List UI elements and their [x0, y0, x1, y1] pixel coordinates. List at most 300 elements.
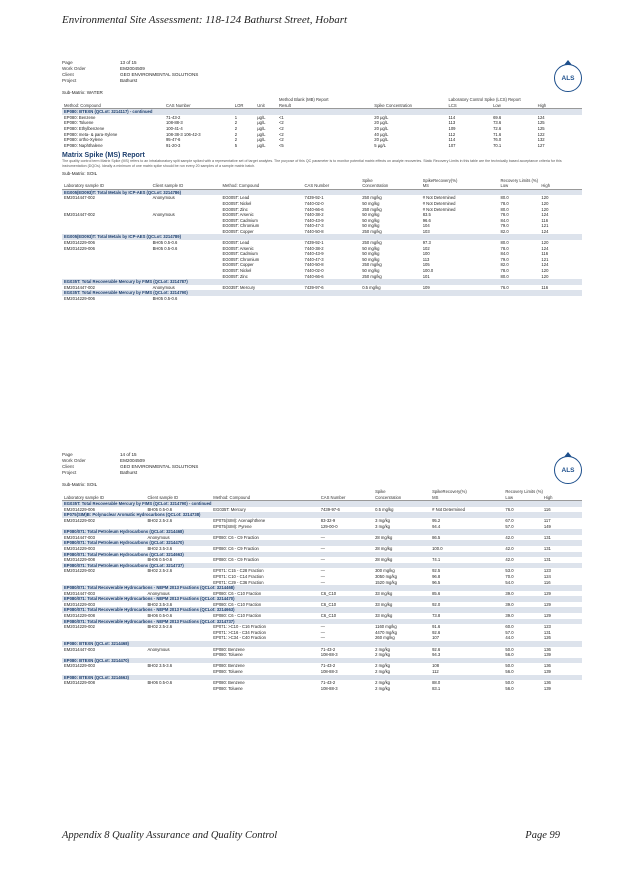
table-cell: EG035T: Mercury: [213, 506, 246, 512]
table-cell: 28 mg/kg: [375, 545, 393, 551]
table-cell: 7440-38-2: [304, 245, 324, 251]
table-cell: 83.5: [422, 212, 431, 218]
table-cell: 123: [543, 624, 551, 630]
section-title: EG035T: Total Recoverable Mercury by FIMS (QCLot: 3214790) - continued: [62, 501, 582, 507]
table-cell: 73.8: [432, 613, 441, 619]
table-cell: EM2014447-003: [64, 590, 95, 596]
table-cell: 107: [448, 142, 456, 148]
table-cell: 100: [422, 251, 430, 257]
table-cell: 50 mg/kg: [362, 212, 380, 218]
table-cell: 3 mg/kg: [375, 517, 390, 523]
table-cell: [499, 296, 540, 302]
meta-value: 13 of 15: [120, 60, 137, 65]
report-page-14: [62, 452, 582, 691]
table-cell: 44.0: [505, 635, 514, 641]
column-header: Low: [491, 103, 536, 109]
table-cell: 129: [543, 613, 551, 619]
table-cell: 108-88-3: [320, 685, 338, 691]
table-cell: EP071: C29 - C36 Fraction: [213, 579, 264, 585]
table-cell: 82.0: [500, 228, 509, 234]
table-cell: 76.0: [493, 137, 502, 143]
table-cell: 2 mg/kg: [375, 685, 390, 691]
table-cell: EP080: Benzene: [64, 114, 96, 120]
section-title: EG005(ED093)T: Total Metals by ICP-AES (QCLot: 3214789): [62, 234, 582, 240]
table-cell: EP080: Benzene: [213, 663, 245, 669]
table-cell: —: [320, 534, 325, 540]
ms-submatrix: Sub-Matrix: SOIL: [62, 170, 98, 176]
table-cell: 78.0: [500, 245, 509, 251]
section-title: EP080/071: Total Petroleum Hydrocarbons (QCLot: 3214470): [62, 540, 582, 546]
table-cell: 70.1: [493, 142, 502, 148]
table-cell: 123: [543, 568, 551, 574]
table-cell: 7440-66-6: [304, 273, 324, 279]
ms-report-title: Matrix Spike (MS) Report: [62, 152, 145, 160]
meta-value: EM2004509: [120, 66, 145, 71]
table-cell: C6_C10: [320, 590, 337, 596]
table-cell: 7440-43-9: [304, 217, 324, 223]
table-cell: 112: [432, 669, 439, 674]
column-header: Concentration: [373, 495, 430, 501]
table-cell: <2: [278, 120, 284, 126]
table-cell: —: [320, 545, 325, 551]
table-cell: 94.4: [432, 523, 441, 529]
column-header: Method: Compound: [220, 183, 302, 189]
table-cell: 108-88-3: [320, 669, 338, 674]
group-header: SpikeRecovery(%): [422, 177, 458, 183]
column-header: CAS Number: [164, 103, 233, 109]
table-cell: 71-43-2: [320, 646, 336, 652]
table-cell: 20 µg/L: [374, 120, 389, 126]
group-header: Spike: [375, 489, 386, 494]
footer-appendix: Appendix 8 Quality Assurance and Quality Control: [62, 830, 278, 841]
table-cell: 124: [541, 245, 549, 251]
table-cell: 78.0: [500, 200, 509, 206]
table-cell: EP080: Ethylbenzene: [64, 125, 105, 131]
table-cell: 132: [537, 137, 545, 143]
table-cell: 50 mg/kg: [362, 217, 380, 223]
table-cell: —: [320, 624, 325, 630]
table-cell: 2: [234, 131, 238, 137]
table-cell: EP075(SIM): Pyrene: [213, 523, 252, 529]
table-cell: 42.0: [505, 545, 514, 551]
table-cell: EP080: C6 - C9 Fraction: [213, 534, 259, 540]
table-cell: 80.0: [500, 206, 509, 212]
table-cell: 120: [541, 273, 549, 279]
table-cell: —: [320, 568, 325, 574]
table-cell: 149: [543, 523, 551, 529]
table-cell: [360, 296, 421, 302]
table-cell: EP080: C6 - C10 Fraction: [213, 601, 262, 607]
column-header: Method: Compound: [62, 103, 164, 109]
group-header: Method Blank (MB) Report: [278, 97, 329, 102]
table-cell: EP080: C6 - C10 Fraction: [213, 613, 262, 619]
table-cell: C6_C10: [320, 601, 337, 607]
table-cell: 120: [541, 240, 549, 246]
meta-value: EM2004509: [120, 458, 145, 463]
table-cell: 91-20-3: [165, 142, 181, 148]
table-cell: 0.5 mg/kg: [362, 284, 381, 290]
section-title: EP080/071: Total Recoverable Hydrocarbons - NEPM 2013 Fractions (QCLot: 3214470): [62, 596, 582, 602]
table-cell: 112: [448, 131, 456, 137]
column-header: High: [539, 183, 582, 189]
table-cell: 71-43-2: [320, 663, 336, 669]
table-cell: 50 mg/kg: [362, 245, 380, 251]
table-cell: 107: [432, 635, 440, 641]
table-cell: EM2014229-002: [64, 624, 95, 630]
table-cell: 124: [541, 212, 549, 218]
als-logo: ALS: [554, 456, 582, 484]
meta-label: Project: [62, 470, 77, 475]
table-cell: EM2014229-002: [64, 517, 95, 523]
meta-label: Work Order: [62, 458, 86, 463]
table-cell: 129: [543, 601, 551, 607]
table-cell: Anonymous: [152, 284, 175, 290]
ms-table-page1: [62, 178, 582, 302]
table-cell: 72.6: [493, 125, 502, 131]
group-header: Spike: [362, 177, 373, 183]
table-cell: 56.0: [505, 652, 514, 658]
table-cell: EG035T: Mercury: [222, 284, 256, 290]
column-header: Spike Concentration: [372, 103, 446, 109]
table-cell: 120: [541, 206, 549, 212]
table-cell: 20 µg/L: [374, 137, 389, 143]
table-cell: 113: [422, 256, 430, 262]
table-cell: EG005T: Lead: [222, 240, 250, 246]
table-cell: BH02 2.5-2.6: [147, 624, 173, 630]
table-cell: 76.0: [500, 284, 509, 290]
table-cell: 92.6: [432, 629, 441, 635]
column-header: Laboratory sample ID: [62, 183, 151, 189]
table-cell: 250 mg/kg: [362, 228, 382, 234]
table-cell: 83-32-9: [320, 517, 336, 523]
table-cell: 70.0: [505, 573, 514, 579]
table-cell: 56.0: [505, 669, 514, 674]
table-cell: <2: [278, 131, 284, 137]
table-cell: EP071: >C16 - C34 Fraction: [213, 629, 266, 635]
page1-meta: [62, 60, 582, 84]
column-header: Result: [277, 103, 372, 109]
column-header: Low: [499, 183, 540, 189]
table-cell: 2 mg/kg: [375, 680, 390, 686]
section-title: EP080: BTEXN (QCLot: 3214470): [62, 658, 582, 664]
table-cell: —: [320, 573, 325, 579]
table-cell: 88.0: [432, 680, 441, 686]
table-cell: 95.2: [432, 517, 441, 523]
table-cell: 76.0: [505, 506, 514, 512]
table-cell: EG005T: Copper: [222, 262, 254, 268]
table-cell: 28 mg/kg: [375, 534, 393, 540]
table-cell: [421, 296, 499, 302]
table-cell: 56.0: [505, 685, 514, 691]
meta-value: Bathurst: [120, 470, 138, 475]
meta-value: Bathurst: [120, 78, 138, 83]
table-row: [62, 686, 582, 692]
table-cell: EP071: C15 - C28 Fraction: [213, 568, 264, 574]
meta-label: Page: [62, 60, 73, 65]
table-cell: 39.0: [505, 601, 514, 607]
table-cell: 250 mg/kg: [362, 240, 382, 246]
table-cell: BH05 0.5-0.6: [152, 296, 178, 301]
table-cell: EM2014447-002: [64, 212, 95, 218]
table-cell: 105: [422, 262, 430, 268]
table-cell: 3 mg/kg: [375, 523, 390, 529]
column-header: CAS Number: [303, 183, 361, 189]
table-cell: 7440-50-8: [304, 262, 324, 268]
ms-table-page2: [62, 489, 582, 691]
table-cell: EG005T: Arsenic: [222, 212, 254, 218]
table-cell: 125: [537, 125, 545, 131]
table-cell: 101: [422, 273, 430, 279]
table-cell: 2 mg/kg: [375, 652, 390, 658]
table-cell: 71-43-2: [320, 680, 336, 686]
table-cell: EM2014229-006: [64, 506, 95, 512]
table-cell: 4470 mg/kg: [375, 629, 397, 635]
table-cell: EP071: >C34 - C40 Fraction: [213, 635, 266, 641]
table-cell: <1: [278, 114, 284, 120]
table-cell: 50.0: [505, 663, 514, 669]
table-cell: # Not Determined: [422, 200, 456, 206]
column-header: LCS: [446, 103, 491, 109]
table-cell: 260 mg/kg: [375, 635, 395, 641]
table-cell: 100-41-4: [165, 125, 183, 131]
table-cell: 300 mg/kg: [375, 568, 395, 574]
table-cell: 108-38-3 106-42-3: [165, 131, 201, 137]
table-cell: 20 µg/L: [374, 114, 389, 120]
table-cell: 7440-02-0: [304, 200, 324, 206]
table-cell: [303, 296, 361, 302]
table-cell: EP080: Toluene: [64, 120, 94, 126]
page2-submatrix: Sub-Matrix: SOIL: [62, 482, 98, 487]
table-cell: 122: [537, 131, 545, 137]
table-cell: 102: [422, 245, 430, 251]
column-header: CAS Number: [319, 495, 373, 501]
table-cell: 5: [234, 142, 238, 148]
table-cell: EP071: C10 - C14 Fraction: [213, 573, 264, 579]
section-title: EP080/071: Total Recoverable Hydrocarbons - NEPM 2013 Fractions (QCLot: 3214468): [62, 585, 582, 591]
table-cell: [220, 296, 302, 302]
table-cell: BH02 2.5-2.6: [147, 568, 173, 574]
column-header: High: [542, 495, 582, 501]
table-cell: 95-47-6: [165, 137, 181, 143]
table-cell: EP075(SIM): Acenaphthene: [213, 517, 266, 523]
table-cell: 80.0: [500, 195, 509, 201]
table-cell: 250 mg/kg: [362, 262, 382, 268]
table-cell: —: [320, 579, 325, 585]
table-cell: 104: [422, 223, 430, 229]
table-cell: Anonymous: [152, 195, 175, 201]
table-cell: 84.0: [500, 217, 509, 223]
section-title: EP080: BTEXN (QCLot: 3214663): [62, 675, 582, 681]
table-cell: 124: [541, 228, 549, 234]
table-cell: 108: [432, 663, 440, 669]
table-cell: 108-88-3: [320, 652, 338, 658]
table-cell: EP080: C6 - C10 Fraction: [213, 590, 262, 596]
table-cell: EM2014229-003: [64, 601, 95, 607]
table-cell: 50 mg/kg: [362, 223, 380, 229]
table-cell: 33 mg/kg: [375, 601, 393, 607]
table-cell: 7440-47-3: [304, 223, 324, 229]
table-cell: BH05 0.5-0.6: [147, 506, 173, 512]
table-cell: 57.0: [505, 523, 514, 529]
table-cell: 79.0: [500, 223, 509, 229]
table-cell: # Not Determined: [422, 206, 456, 212]
table-cell: µg/L: [257, 142, 266, 148]
table-row: [62, 296, 582, 302]
meta-label: Client: [62, 72, 74, 77]
section-title: EG035T: Total Recoverable Mercury by FIMS (QCLot: 3214790): [62, 290, 582, 296]
section-title: EP080/071: Total Petroleum Hydrocarbons (QCLot: 3214468): [62, 529, 582, 535]
table-cell: BH06 0.5-0.6: [147, 680, 173, 686]
table-cell: 50 mg/kg: [362, 200, 380, 206]
meta-row: [62, 78, 582, 84]
table-cell: 7440-43-9: [304, 251, 324, 257]
table-cell: 39.0: [505, 590, 514, 596]
table-cell: 73.6: [493, 120, 502, 126]
table-cell: µg/L: [257, 125, 266, 131]
table-cell: Anonymous: [147, 590, 170, 596]
table-cell: µg/L: [257, 137, 266, 143]
lcs-table: [62, 97, 582, 148]
table-cell: 42.0: [505, 557, 514, 563]
table-cell: µg/L: [257, 131, 266, 137]
section-title: EP075(SIM)B: Polynuclear Aromatic Hydrocarbons (QCLot: 3214738): [62, 512, 582, 518]
table-cell: 116: [543, 506, 551, 512]
table-cell: 100.0: [422, 268, 434, 274]
table-cell: EG005T: Nickel: [222, 268, 252, 274]
table-cell: 96.6: [422, 217, 431, 223]
table-cell: EM2014447-003: [64, 646, 95, 652]
table-cell: EM2014229-003: [64, 663, 95, 669]
table-cell: —: [320, 635, 325, 641]
table-cell: 50 mg/kg: [362, 256, 380, 262]
table-cell: 116: [541, 284, 549, 290]
table-cell: 92.0: [432, 601, 441, 607]
table-cell: # Not Determined: [422, 195, 456, 201]
table-cell: Anonymous: [147, 646, 170, 652]
footer-page-number: Page 99: [525, 830, 560, 841]
table-cell: Anonymous: [147, 534, 170, 540]
table-cell: 3050 mg/kg: [375, 573, 397, 579]
table-cell: EG005T: Arsenic: [222, 245, 254, 251]
table-cell: 121: [541, 256, 549, 262]
table-cell: 120: [541, 195, 549, 201]
table-cell: <2: [278, 125, 284, 131]
table-cell: 131: [543, 534, 551, 540]
table-cell: C6_C10: [320, 613, 337, 619]
ms-report-description: The quality control term Matrix Spike (MS) refers to an intralaboratory split sample spiked with a representative set of target analytes. The purpose of this QC parameter is to monitor potential matrix effects on analyte recoveries. Static Recovery Limits in this table are the technically based acceptance criteria for this instrumentation (DQOs). Ideally a minimum of one matrix spike should be run every 20 samples of a sample matrix batch.: [62, 159, 562, 168]
table-cell: EP080: Toluene: [213, 685, 243, 691]
table-cell: 50 mg/kg: [362, 251, 380, 257]
group-header: Laboratory Control Spike (LCS) Report: [448, 97, 521, 102]
table-cell: EM2014229-008: [64, 680, 95, 686]
table-cell: 33 mg/kg: [375, 590, 393, 596]
table-cell: 7440-38-2: [304, 212, 324, 218]
table-cell: EM2014229-006: [64, 240, 95, 246]
table-cell: 71-43-2: [165, 114, 181, 120]
table-cell: EP080: Toluene: [213, 652, 243, 658]
table-cell: —: [320, 629, 325, 635]
section-title: EP080: BTEXN (QCLot: 3214117) - continued: [62, 109, 582, 115]
table-cell: 109: [448, 125, 456, 131]
meta-value: GEO ENVIRONMENTAL SOLUTIONS: [120, 464, 199, 469]
table-cell: EG005T: Zinc: [222, 206, 248, 212]
table-cell: EP080: Naphthalene: [64, 142, 103, 148]
table-cell: 74.1: [432, 557, 441, 563]
table-cell: 60.0: [505, 624, 514, 630]
table-cell: 2 mg/kg: [375, 646, 390, 652]
table-cell: 103: [422, 228, 430, 234]
table-cell: 39.0: [505, 613, 514, 619]
table-cell: EG005T: Nickel: [222, 200, 252, 206]
group-header: Recovery Limits (%): [500, 177, 538, 183]
column-header: Method: Compound: [211, 495, 319, 501]
table-cell: 250 mg/kg: [362, 195, 382, 201]
table-cell: 69.6: [493, 114, 502, 120]
table-cell: µg/L: [257, 120, 266, 126]
meta-label: Work Order: [62, 66, 86, 71]
column-header: Client sample ID: [145, 495, 211, 501]
section-title: EP080/071: Total Petroleum Hydrocarbons (QCLot: 3214737): [62, 563, 582, 569]
table-cell: EG005T: Chromium: [222, 223, 260, 229]
table-cell: 96.5: [432, 579, 441, 585]
table-cell: 129-00-0: [320, 523, 338, 529]
table-cell: 2 mg/kg: [375, 663, 390, 669]
table-cell: EM2014229-008: [64, 613, 95, 619]
column-header: MS: [421, 183, 499, 189]
meta-value: 14 of 15: [120, 452, 137, 457]
page2-meta: [62, 452, 582, 476]
table-cell: 109: [422, 284, 430, 290]
table-cell: 126: [543, 635, 551, 641]
table-cell: 40 µg/L: [374, 131, 389, 137]
table-cell: 116: [541, 251, 549, 257]
column-header: MS: [430, 495, 503, 501]
table-cell: 82.0: [500, 262, 509, 268]
column-header: Unit: [255, 103, 277, 109]
table-cell: 92.6: [432, 646, 441, 652]
table-cell: EM2014229-002: [64, 568, 95, 574]
table-cell: 42.0: [505, 534, 514, 540]
table-cell: EP071: >C10 - C16 Fraction: [213, 624, 266, 630]
table-cell: 94.3: [432, 652, 441, 658]
meta-label: Client: [62, 464, 74, 469]
table-cell: 50.0: [505, 680, 514, 686]
table-cell: 97.3: [422, 240, 431, 246]
table-cell: 7439-97-6: [304, 284, 324, 290]
meta-label: Project: [62, 78, 77, 83]
table-cell: EG005T: Cadmium: [222, 251, 258, 257]
table-cell: BH05 0.5-0.6: [152, 245, 178, 251]
table-cell: 7439-92-1: [304, 195, 324, 201]
report-page-13: [62, 60, 582, 302]
table-cell: 2 mg/kg: [375, 669, 390, 674]
table-cell: 131: [543, 557, 551, 563]
table-cell: 78.0: [500, 268, 509, 274]
table-cell: EM2014229-006: [64, 245, 95, 251]
table-cell: EM2014229-003: [64, 545, 95, 551]
table-cell: 0.5 mg/kg: [375, 506, 394, 512]
column-header: LOR: [233, 103, 255, 109]
table-cell: Anonymous: [152, 212, 175, 218]
table-cell: EM2014229-008: [64, 557, 95, 563]
table-cell: 124: [537, 114, 545, 120]
table-cell: 57.0: [505, 629, 514, 635]
table-cell: 124: [543, 573, 551, 579]
table-cell: EP080: Benzene: [213, 680, 245, 686]
table-cell: 124: [541, 262, 549, 268]
table-cell: 91.6: [432, 624, 441, 630]
table-cell: 2: [234, 120, 238, 126]
